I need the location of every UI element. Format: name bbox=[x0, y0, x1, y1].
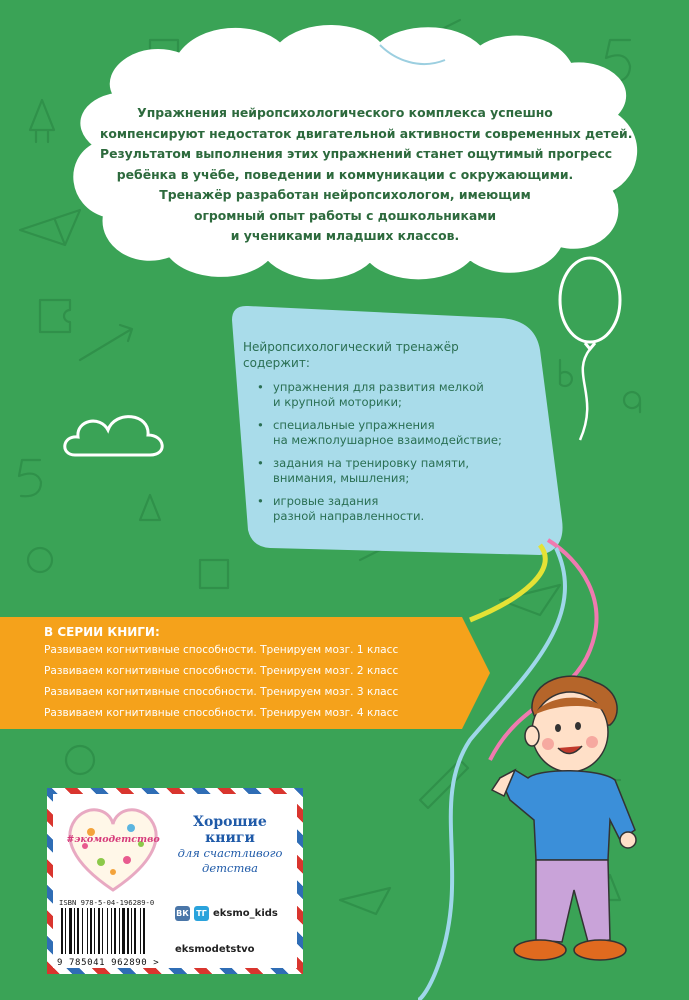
heart-logo bbox=[61, 802, 165, 897]
barcode-bar bbox=[87, 908, 88, 954]
social-handle: eksmo_kids bbox=[213, 908, 278, 919]
cloud-line: компенсируют недостаток двигательной активности современных детей. bbox=[100, 125, 633, 141]
kite-item-line: упражнения для развития мелкой bbox=[273, 380, 484, 394]
barcode-bar bbox=[140, 908, 141, 954]
barcode-bar bbox=[131, 908, 132, 954]
kite-list-item bbox=[243, 418, 543, 448]
heart-icon bbox=[61, 802, 165, 897]
cloud-line: Тренажёр разработан нейропсихологом, имеющим bbox=[159, 187, 531, 202]
barcode-bar bbox=[61, 908, 63, 954]
tagline-line: Хорошие bbox=[193, 814, 267, 830]
series-item: Развиваем когнитивные способности. Тренируем мозг. 2 класс bbox=[44, 665, 399, 677]
kite-title bbox=[243, 340, 543, 371]
kite-title-line: содержит: bbox=[243, 355, 310, 370]
barcode-bar bbox=[114, 908, 116, 954]
barcode-bar bbox=[102, 908, 103, 954]
series-item: Развиваем когнитивные способности. Тренируем мозг. 1 класс bbox=[44, 644, 399, 656]
series-item: Развиваем когнитивные способности. Тренируем мозг. 4 класс bbox=[44, 707, 399, 719]
series-title: В СЕРИИ КНИГИ: bbox=[44, 625, 160, 639]
barcode-bar bbox=[143, 908, 145, 954]
barcode-bar bbox=[94, 908, 95, 954]
barcode-bar bbox=[122, 908, 125, 954]
kite-list-item bbox=[243, 380, 543, 410]
barcode-bar bbox=[65, 908, 66, 954]
kite-title-line: Нейропсихологический тренажёр bbox=[243, 340, 459, 354]
kite-list-item bbox=[243, 494, 543, 524]
barcode-digits: 9 785041 962890 > bbox=[57, 958, 160, 968]
series-banner bbox=[0, 617, 462, 729]
cloud-line: огромный опыт работы с дошкольниками bbox=[193, 207, 497, 223]
cloud-line: Упражнения нейропсихологического комплекса успешно bbox=[137, 105, 553, 120]
barcode-bar bbox=[82, 908, 83, 954]
postcard-inner bbox=[53, 794, 297, 968]
kite-item-line: игровые задания bbox=[273, 494, 379, 508]
kite-text bbox=[243, 340, 543, 532]
barcode-bar bbox=[127, 908, 129, 954]
tagline-line: детства bbox=[202, 861, 258, 875]
kite-item-line: и крупной моторики; bbox=[273, 395, 402, 409]
kite-item-line: внимания, мышления; bbox=[273, 471, 410, 485]
series-item: Развиваем когнитивные способности. Тренируем мозг. 3 класс bbox=[44, 686, 399, 698]
tagline bbox=[171, 814, 289, 876]
barcode-bar bbox=[107, 908, 108, 954]
barcode bbox=[59, 908, 167, 958]
isbn: ISBN 978-5-04-196289-0 bbox=[59, 898, 155, 907]
barcode-bar bbox=[77, 908, 79, 954]
barcode-bar bbox=[69, 908, 72, 954]
kite-list-item bbox=[243, 456, 543, 486]
cloud-line: Результатом выполнения этих упражнений станет ощутимый прогресс bbox=[100, 146, 613, 161]
kite-list bbox=[243, 380, 543, 524]
social-row bbox=[175, 906, 295, 921]
cloud-line: ребёнка в учёбе, поведении и коммуникации с окружающими. bbox=[116, 166, 574, 182]
kite-item-line: задания на тренировку памяти, bbox=[273, 456, 470, 470]
kite-item-line: специальные упражнения bbox=[273, 418, 435, 432]
kite-item-line: разной направленности. bbox=[273, 509, 425, 523]
barcode-bar bbox=[119, 908, 120, 954]
boy-illustration bbox=[470, 670, 670, 990]
social-block bbox=[175, 906, 295, 935]
telegram-icon: ТГ bbox=[194, 906, 209, 921]
kite-item-line: на межполушарное взаимодействие; bbox=[273, 433, 502, 447]
postcard bbox=[47, 788, 303, 974]
barcode-bar bbox=[90, 908, 92, 954]
barcode-bar bbox=[134, 908, 136, 954]
barcode-bar bbox=[98, 908, 100, 954]
tagline-line: книги bbox=[205, 830, 255, 846]
kite-tail-yellow bbox=[470, 545, 545, 620]
vk-icon: ВК bbox=[175, 906, 190, 921]
barcode-bar bbox=[111, 908, 112, 954]
barcode-bar bbox=[74, 908, 75, 954]
cloud-line: и учениками младших классов. bbox=[230, 228, 460, 243]
hashtag-label: #экомодетство bbox=[66, 834, 160, 845]
tagline-line: для счастливого bbox=[177, 846, 283, 860]
site-name: eksmodetstvo bbox=[175, 944, 255, 955]
